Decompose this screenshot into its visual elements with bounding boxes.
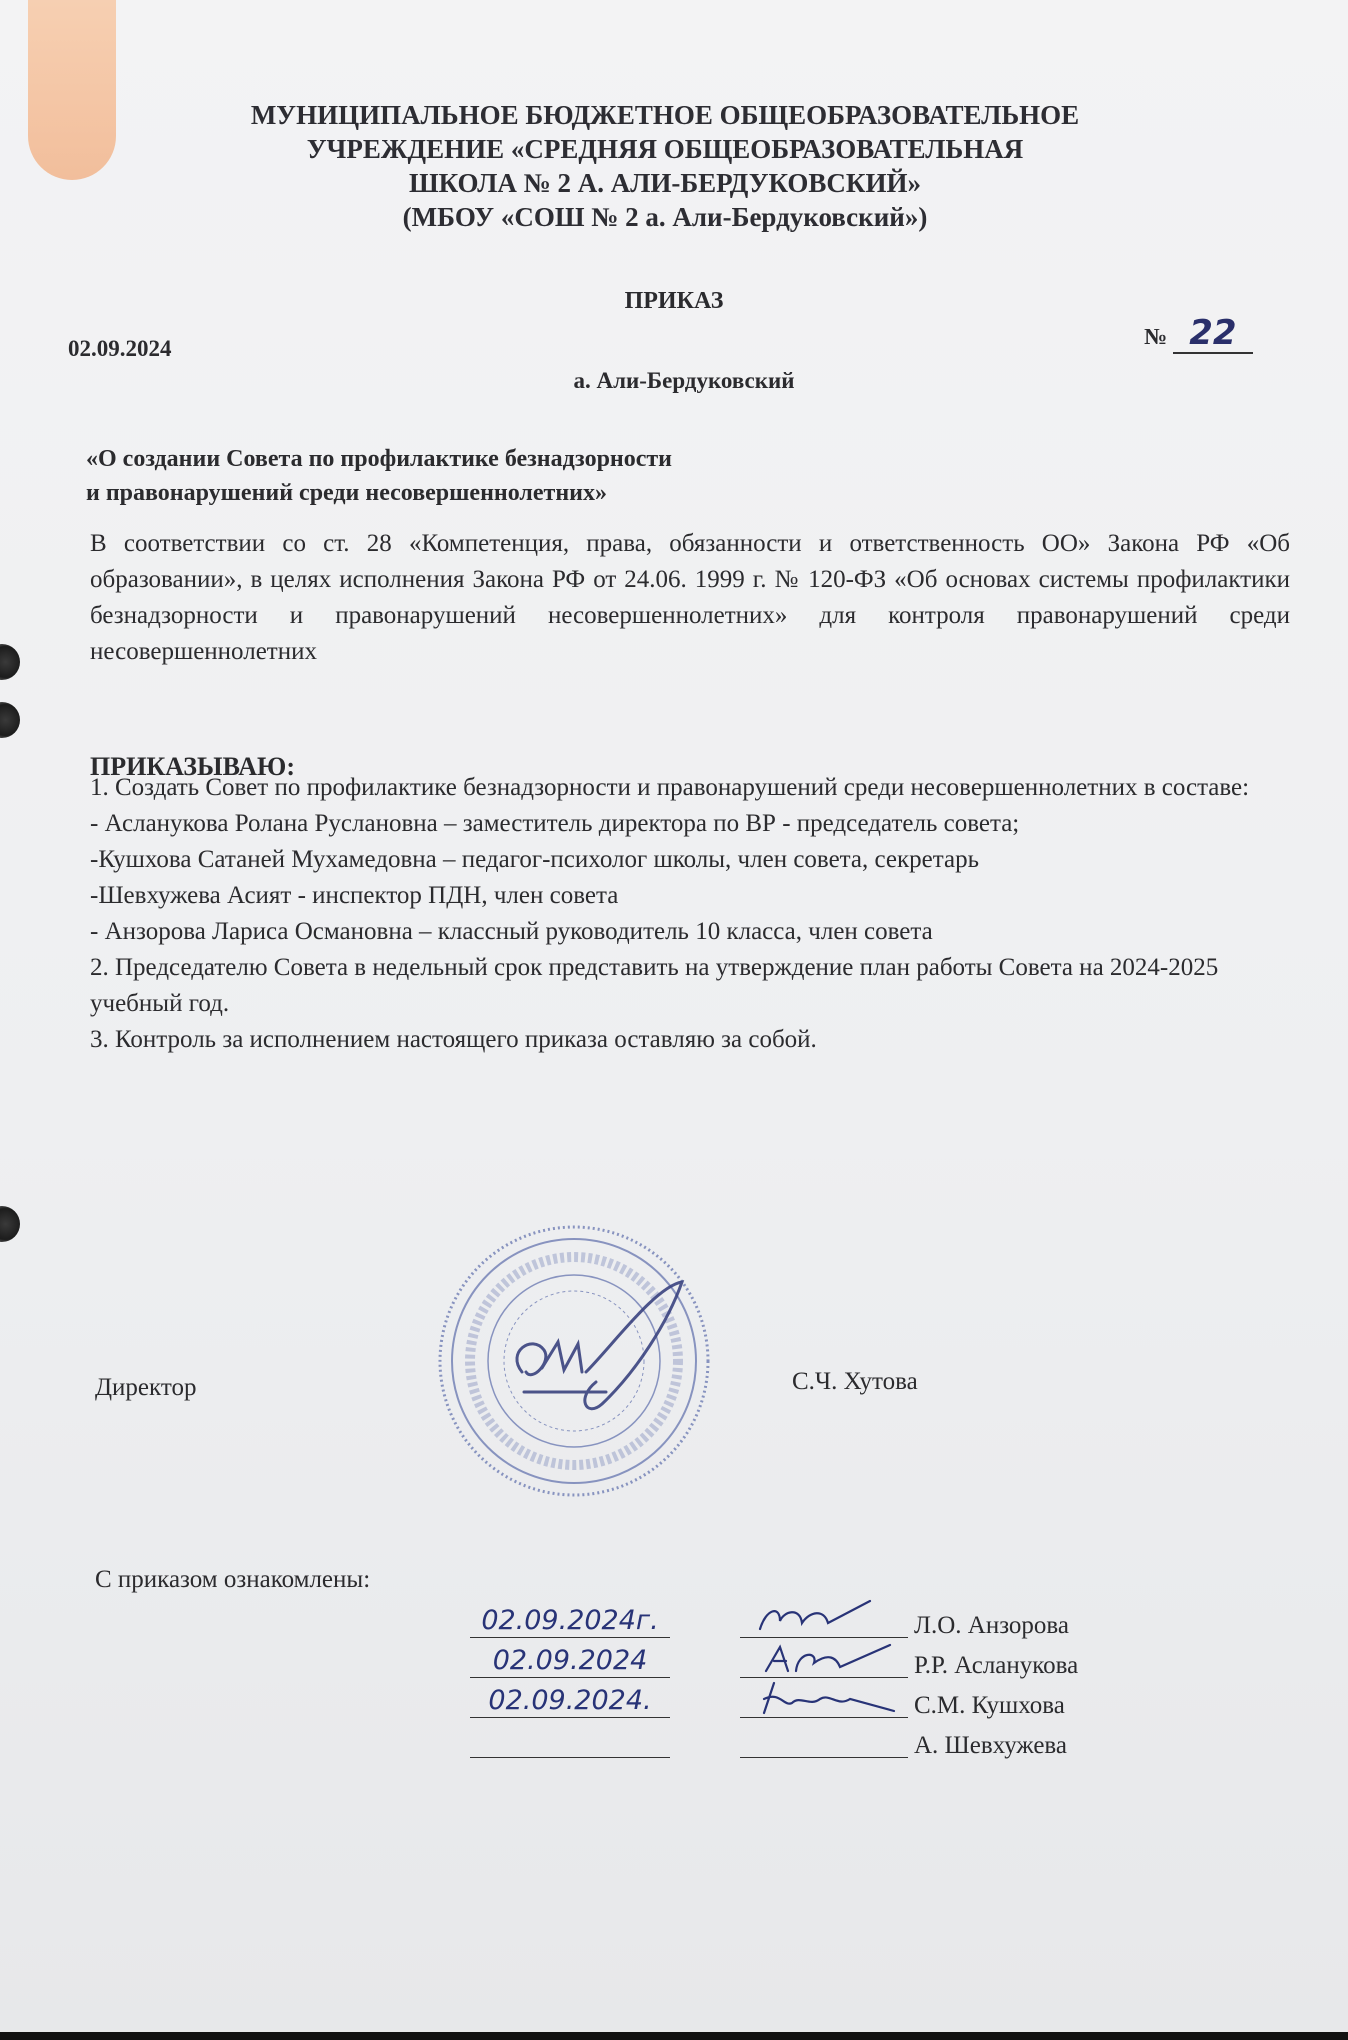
handwritten-signature	[740, 1597, 908, 1638]
order-items	[90, 770, 1295, 1058]
acknowledgement-name: Р.Р. Асланукова	[914, 1652, 1079, 1679]
acknowledgement-date: 02.09.2024.	[470, 1685, 670, 1718]
acknowledgement-name: Л.О. Анзорова	[914, 1612, 1069, 1639]
acknowledgement-row	[470, 1640, 1150, 1680]
signatory-name: С.Ч. Хутова	[792, 1368, 918, 1395]
order-number-handwritten: 22	[1173, 314, 1253, 354]
official-seal	[436, 1222, 712, 1500]
header-line: УЧРЕЖДЕНИЕ «СРЕДНЯЯ ОБЩЕОБРАЗОВАТЕЛЬНАЯ	[306, 134, 1024, 164]
order-place: а. Али-Бердуковский	[573, 368, 795, 393]
council-member: - Асланукова Ролана Руслановна – заместитель директора по ВР - председатель совета;	[90, 810, 1020, 837]
acknowledgement-row	[470, 1680, 1150, 1720]
handwritten-signature	[740, 1677, 908, 1718]
familiarization-label: С приказом ознакомлены:	[95, 1566, 371, 1593]
photo-edge	[0, 2032, 1348, 2040]
subject-line: «О создании Совета по профилактике безнадзорности	[86, 446, 673, 472]
binder-hole	[0, 1206, 20, 1242]
header-line: МУНИЦИПАЛЬНОЕ БЮДЖЕТНОЕ ОБЩЕОБРАЗОВАТЕЛЬНОЕ	[250, 100, 1080, 130]
order-subject	[86, 442, 672, 510]
binder-hole	[0, 702, 20, 738]
organization-header	[170, 98, 1160, 234]
preamble-paragraph: В соответствии со ст. 28 «Компетенция, права, обязанности и ответственность ОО» Закона РФ «Об образовании», в целях исполнения Закона РФ от 24.06. 1999 г. № 120-ФЗ «Об основах системы профилактики безнадзорности и правонарушений несовершеннолетних» для контроля правонарушений среди несовершеннолетних	[90, 530, 1290, 665]
acknowledgement-date	[470, 1757, 670, 1758]
acknowledgement-row	[470, 1600, 1150, 1640]
acknowledgement-name: А. Шевхужева	[914, 1732, 1068, 1759]
binder-hole	[0, 644, 20, 680]
acknowledgement-date: 02.09.2024	[470, 1645, 670, 1678]
header-line: (МБОУ «СОШ № 2 а. Али-Бердуковский»)	[402, 202, 928, 232]
acknowledgement-row	[470, 1720, 1150, 1760]
document-title: ПРИКАЗ	[624, 288, 724, 314]
header-line: ШКОЛА № 2 А. АЛИ-БЕРДУКОВСКИЙ»	[409, 168, 921, 198]
folder-tab	[28, 0, 116, 180]
order-item: 2. Председателю Совета в недельный срок представить на утверждение план работы Совета на 2024-2025 учебный год.	[90, 954, 1219, 1017]
subject-line: и правонарушений среди несовершеннолетних»	[86, 480, 607, 506]
acknowledgement-name: С.М. Кушхова	[914, 1692, 1065, 1719]
acknowledgement-date: 02.09.2024г.	[470, 1605, 670, 1638]
order-date: 02.09.2024	[68, 336, 172, 361]
signature-blank	[740, 1717, 908, 1758]
order-item: 3. Контроль за исполнением настоящего приказа оставляю за собой.	[90, 1026, 817, 1053]
number-sign: №	[1144, 324, 1168, 349]
council-member: -Шевхужева Асият - инспектор ПДН, член совета	[90, 882, 619, 909]
order-item: 1. Создать Совет по профилактике безнадзорности и правонарушений среди несовершеннолетних в составе:	[90, 774, 1250, 801]
order-directive: ПРИКАЗЫВАЮ:	[90, 752, 295, 781]
handwritten-signature	[740, 1637, 908, 1678]
council-member: - Анзорова Лариса Османовна – классный руководитель 10 класса, член совета	[90, 918, 933, 945]
order-number	[1144, 314, 1253, 354]
signatory-position: Директор	[95, 1374, 197, 1401]
council-member: -Кушхова Сатаней Мухамедовна – педагог-психолог школы, член совета, секретарь	[90, 846, 979, 873]
